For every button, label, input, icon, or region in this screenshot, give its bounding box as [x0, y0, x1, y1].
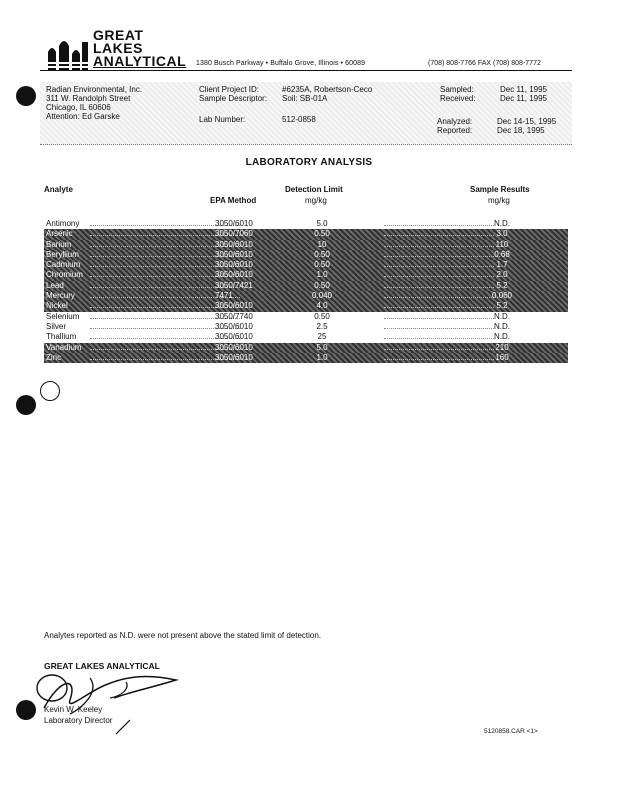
signer-title: Laboratory Director: [44, 716, 113, 725]
sample-result: 160: [495, 352, 509, 362]
leader-dots: [384, 225, 494, 226]
sample-result: 5.2: [496, 301, 508, 311]
table-row: [44, 301, 568, 311]
epa-method: 3050/7740: [215, 311, 253, 321]
table-row: [44, 322, 568, 332]
epa-method: 3050/6010: [215, 239, 253, 249]
table-row: [44, 250, 568, 260]
epa-method: 3050/6010: [215, 321, 253, 331]
analyte-name: Cadmium: [46, 260, 81, 270]
epa-method: 3050/6010: [215, 342, 253, 352]
company-logo-text: GREAT LAKES ANALYTICAL: [93, 27, 187, 69]
report-title: LABORATORY ANALYSIS: [245, 157, 373, 168]
analyte-name: Mercury: [46, 291, 75, 301]
leader-dots: [384, 246, 494, 247]
table-row: [44, 291, 568, 301]
sample-result: 0.68: [494, 249, 510, 259]
table-row: [44, 270, 568, 280]
flask-and-drops-logo-icon: [46, 36, 90, 72]
detection-limit: 1.0: [316, 352, 328, 362]
date-values-bottom: Dec 14-15, 1995 Dec 18, 1995: [497, 117, 557, 135]
epa-method: 3050/6010: [215, 260, 253, 270]
detection-limit: 1.0: [316, 270, 328, 280]
epa-method: 3050/6010: [215, 219, 253, 228]
project-values: #6235A, Robertson-Ceco Soil: SB-01A: [282, 85, 373, 103]
detection-limit: 5.0: [316, 219, 328, 228]
detection-limit: 0.50: [314, 249, 330, 259]
punch-hole: [16, 395, 36, 415]
table-row: [44, 353, 568, 363]
project-labels: Client Project ID: Sample Descriptor:: [199, 85, 268, 103]
sample-result: 110: [495, 239, 509, 249]
detection-limit: 0.50: [314, 229, 330, 239]
sample-result: 0.060: [491, 291, 513, 301]
analyte-name: Nickel: [46, 301, 68, 311]
punch-hole: [16, 86, 36, 106]
sample-result: N.D.: [494, 321, 510, 331]
analyte-name: Chromium: [46, 270, 83, 280]
table-row: [44, 312, 568, 322]
sample-result: 5.2: [496, 280, 508, 290]
detection-limit: 5.0: [316, 342, 328, 352]
punch-hole-ring: [40, 381, 60, 401]
header-divider: [40, 70, 572, 71]
sample-result: 1.7: [496, 260, 508, 270]
leader-dots: [384, 349, 494, 350]
leader-dots: [384, 287, 494, 288]
epa-method: 3050/6010: [215, 249, 253, 259]
epa-method: 3050/6010: [215, 332, 253, 342]
table-row: [44, 219, 568, 229]
detection-limit: 0.50: [314, 260, 330, 270]
col-epa-method: EPA Method: [210, 196, 257, 205]
leader-dots: [384, 276, 494, 277]
signer-name: Kevin W. Keeley: [44, 705, 103, 714]
table-row: [44, 260, 568, 270]
leader-dots: [384, 359, 494, 360]
analyte-name: Lead: [46, 280, 64, 290]
detection-limit: 0.50: [314, 311, 330, 321]
leader-dots: [384, 307, 494, 308]
col-sample-results: Sample Results: [470, 185, 530, 194]
leader-dots: [384, 328, 494, 329]
epa-method: 3050/7421: [215, 280, 253, 290]
epa-method: 3050/6010: [215, 301, 253, 311]
epa-method: 3050/6010: [215, 270, 253, 280]
analyte-name: Silver: [46, 321, 67, 331]
date-values-top: Dec 11, 1995 Dec 11, 1995: [500, 85, 547, 103]
detection-limit: 0.50: [314, 280, 330, 290]
analyte-name: Selenium: [46, 311, 80, 321]
document-id: 5120858.CAR <1>: [484, 728, 538, 735]
signer-block: [44, 704, 112, 726]
col-detection-limit-unit: mg/kg: [305, 196, 327, 205]
analyte-name: Antimony: [46, 219, 80, 228]
table-row: [44, 343, 568, 353]
lab-number-label: Lab Number:: [199, 115, 246, 124]
col-sample-results-unit: mg/kg: [488, 196, 510, 205]
sample-result: N.D.: [494, 332, 510, 342]
company-phone-fax: (708) 808-7766 FAX (708) 808-7772: [428, 60, 541, 67]
nd-footnote: Analytes reported as N.D. were not present above the stated limit of detection.: [44, 631, 322, 640]
table-row: [44, 229, 568, 239]
analyte-name: Arsenic: [46, 229, 73, 239]
table-row: [44, 332, 568, 342]
sample-result: 210: [495, 342, 509, 352]
epa-method: 3050/7060: [215, 229, 253, 239]
client-address-block: Radian Environmental, Inc. 311 W. Randolph Street Chicago, IL 60606 Attention: Ed Garske: [46, 85, 143, 121]
detection-limit: 0.040: [311, 291, 333, 301]
epa-method: 7471: [215, 291, 233, 301]
leader-dots: [384, 256, 494, 257]
company-address: 1380 Busch Parkway • Buffalo Grove, Illinois • 60089: [196, 60, 366, 67]
table-row: [44, 281, 568, 291]
detection-limit: 4.0: [316, 301, 328, 311]
analyte-name: Vanadium: [46, 342, 82, 352]
leader-dots: [384, 297, 494, 298]
detection-limit: 2.5: [316, 321, 328, 331]
leader-dots: [384, 235, 494, 236]
sample-result: N.D.: [494, 311, 510, 321]
leader-dots: [384, 318, 494, 319]
sample-result: 2.0: [496, 270, 508, 280]
results-table: [44, 219, 568, 363]
detection-limit: 10: [317, 239, 327, 249]
col-analyte: Analyte: [44, 185, 73, 194]
table-row: [44, 240, 568, 250]
sample-result: 3.0: [496, 229, 508, 239]
leader-dots: [384, 266, 494, 267]
analyte-name: Zinc: [46, 352, 62, 362]
footer-company: GREAT LAKES ANALYTICAL: [44, 661, 160, 671]
analyte-name: Thallium: [46, 332, 77, 342]
date-labels-bottom: Analyzed: Reported:: [437, 117, 473, 135]
date-labels-top: Sampled: Received:: [440, 85, 476, 103]
lab-number-value: 512-0858: [282, 115, 316, 124]
epa-method: 3050/6010: [215, 352, 253, 362]
sample-result: N.D.: [494, 219, 510, 228]
detection-limit: 25: [317, 332, 327, 342]
analyte-name: Barium: [46, 239, 72, 249]
leader-dots: [384, 338, 494, 339]
col-detection-limit: Detection Limit: [285, 185, 343, 194]
analyte-name: Beryllium: [46, 249, 79, 259]
